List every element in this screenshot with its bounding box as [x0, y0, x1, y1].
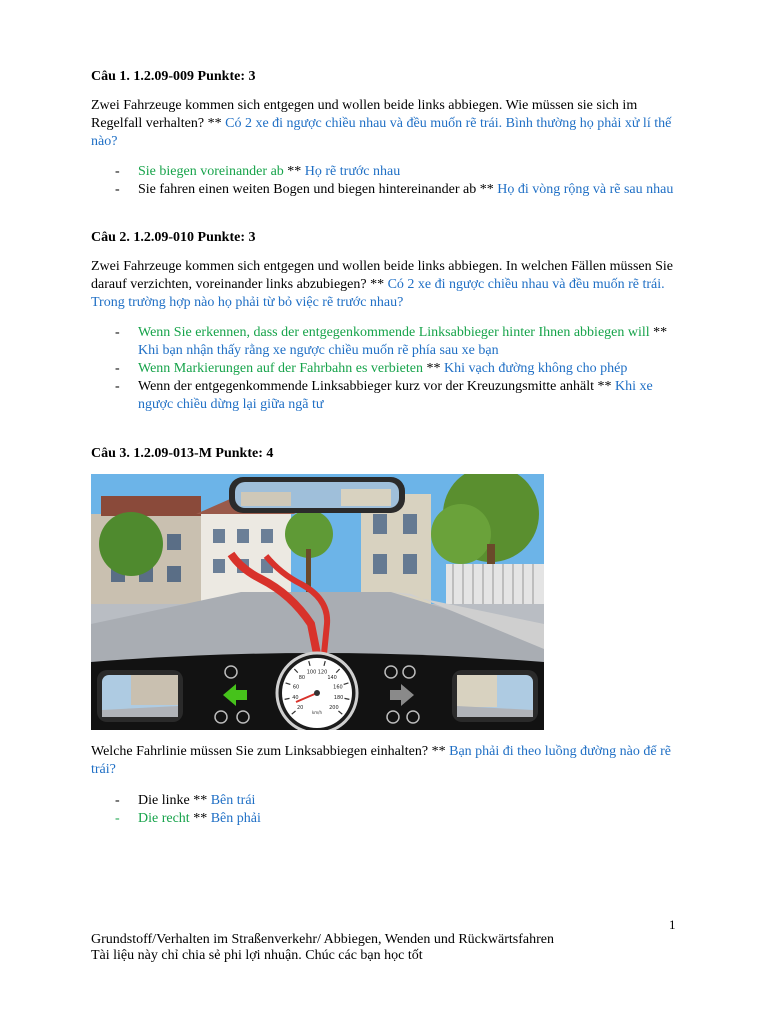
q1-option-1-vi: Họ rẽ trước nhau	[304, 164, 401, 179]
q3-option-1	[91, 792, 681, 810]
q2-option-3	[91, 378, 681, 414]
gauge-tick-label: 180	[333, 695, 344, 702]
q3-option-2	[91, 810, 681, 828]
q2-option-3-de: Wenn der entgegenkommende Linksabbieger kurz vor der Kreuzungsmitte anhält	[138, 379, 595, 394]
gauge-tick-label: 20	[296, 705, 304, 712]
q2-options	[91, 324, 681, 414]
q2-option-2-vi: Khi vạch đường không cho phép	[443, 361, 628, 376]
gauge-tick-label: 60	[292, 684, 300, 691]
list-dash: -	[115, 361, 120, 376]
gauge-tick-label: 200	[329, 705, 339, 712]
separator: **	[653, 325, 668, 340]
separator: **	[370, 277, 385, 292]
list-dash: -	[115, 811, 120, 826]
q3-question	[91, 743, 679, 779]
q1-option-1-de: Sie biegen voreinander ab	[138, 164, 284, 179]
q1-option-2-vi: Họ đi vòng rộng và rẽ sau nhau	[497, 182, 674, 197]
q2-question-vi: Có 2 xe đi ngược chiều nhau và đều muốn rẽ trái. Trong trường hợp nào họ phải từ bỏ việc rẽ trước nhau?	[91, 277, 665, 310]
q3-option-2-de: Die recht	[138, 811, 190, 826]
q1-separator: **	[207, 116, 222, 131]
separator: **	[431, 744, 446, 759]
q3-option-1-de: Die linke	[138, 793, 190, 808]
q2-option-2	[91, 360, 681, 378]
q3-option-1-vi: Bên trái	[210, 793, 256, 808]
separator: **	[193, 793, 208, 808]
gauge-tick-label: 80	[298, 674, 306, 681]
q3-option-2-vi: Bên phải	[210, 811, 261, 826]
separator: **	[193, 811, 208, 826]
driving-scene-image	[91, 474, 544, 730]
q1-question-vi: Có 2 xe đi ngược chiều nhau và đều muốn rẽ trái. Bình thường họ phải xử lí thế nào?	[91, 116, 672, 149]
separator: **	[426, 361, 441, 376]
gauge-tick-label: 140	[327, 674, 337, 681]
q1-question-de: Zwei Fahrzeuge kommen sich entgegen und wollen beide links abbiegen. Wie müssen sie sich im Regelfall verhalten?	[91, 98, 638, 131]
q2-title: Câu 2. 1.2.09-010 Punkte: 3	[91, 230, 256, 245]
q2-question	[91, 258, 679, 312]
q1-options	[91, 163, 681, 199]
q1-title: Câu 1. 1.2.09-009 Punkte: 3	[91, 69, 256, 84]
footer-line-2: Tài liệu này chỉ chia sẻ phi lợi nhuận. Chúc các bạn học tốt	[91, 948, 423, 963]
separator: **	[597, 379, 612, 394]
q3-question-vi: Bạn phải đi theo luồng đường nào để rẽ trái?	[91, 744, 671, 777]
gauge-tick-label: 100	[306, 669, 317, 676]
page-number: 1	[669, 917, 676, 932]
footer-line-1: Grundstoff/Verhalten im Straßenverkehr/ Abbiegen, Wenden und Rückwärtsfahren	[91, 932, 554, 947]
q2-option-3-vi: Khi xe ngược chiều dừng lại giữa ngã tư	[138, 379, 653, 412]
q3-title: Câu 3. 1.2.09-013-M Punkte: 4	[91, 446, 274, 461]
q2-option-2-de: Wenn Markierungen auf der Fahrbahn es verbieten	[138, 361, 423, 376]
q3-options	[91, 792, 681, 828]
gauge-tick-label: 40	[292, 695, 299, 702]
separator: **	[479, 182, 494, 197]
gauge-tick-label: 160	[333, 684, 343, 691]
q2-option-1-de: Wenn Sie erkennen, dass der entgegenkommende Linksabbieger hinter Ihnen abbiegen will	[138, 325, 650, 340]
q1-question	[91, 97, 679, 151]
page-footer	[91, 932, 554, 964]
gauge-tick-label: 120	[317, 669, 328, 676]
q2-question-de: Zwei Fahrzeuge kommen sich entgegen und wollen beide links abbiegen. In welchen Fällen müssen Sie darauf verzichten, voreinander links abzubiegen?	[91, 259, 674, 292]
q3-question-de: Welche Fahrlinie müssen Sie zum Linksabbiegen einhalten?	[91, 744, 429, 759]
list-dash: -	[115, 182, 120, 197]
list-dash: -	[115, 164, 120, 179]
list-dash: -	[115, 379, 120, 394]
q1-option-2-de: Sie fahren einen weiten Bogen und biegen hintereinander ab	[138, 182, 477, 197]
q2-option-1-vi: Khi bạn nhận thấy rằng xe ngược chiều muốn rẽ phía sau xe bạn	[138, 343, 499, 358]
q1-option-1	[91, 163, 681, 181]
q1-option-2	[91, 181, 681, 199]
separator: **	[287, 164, 302, 179]
list-dash: -	[115, 793, 120, 808]
list-dash: -	[115, 325, 120, 340]
speed-unit: km/h	[311, 710, 323, 715]
q2-option-1	[91, 324, 681, 360]
